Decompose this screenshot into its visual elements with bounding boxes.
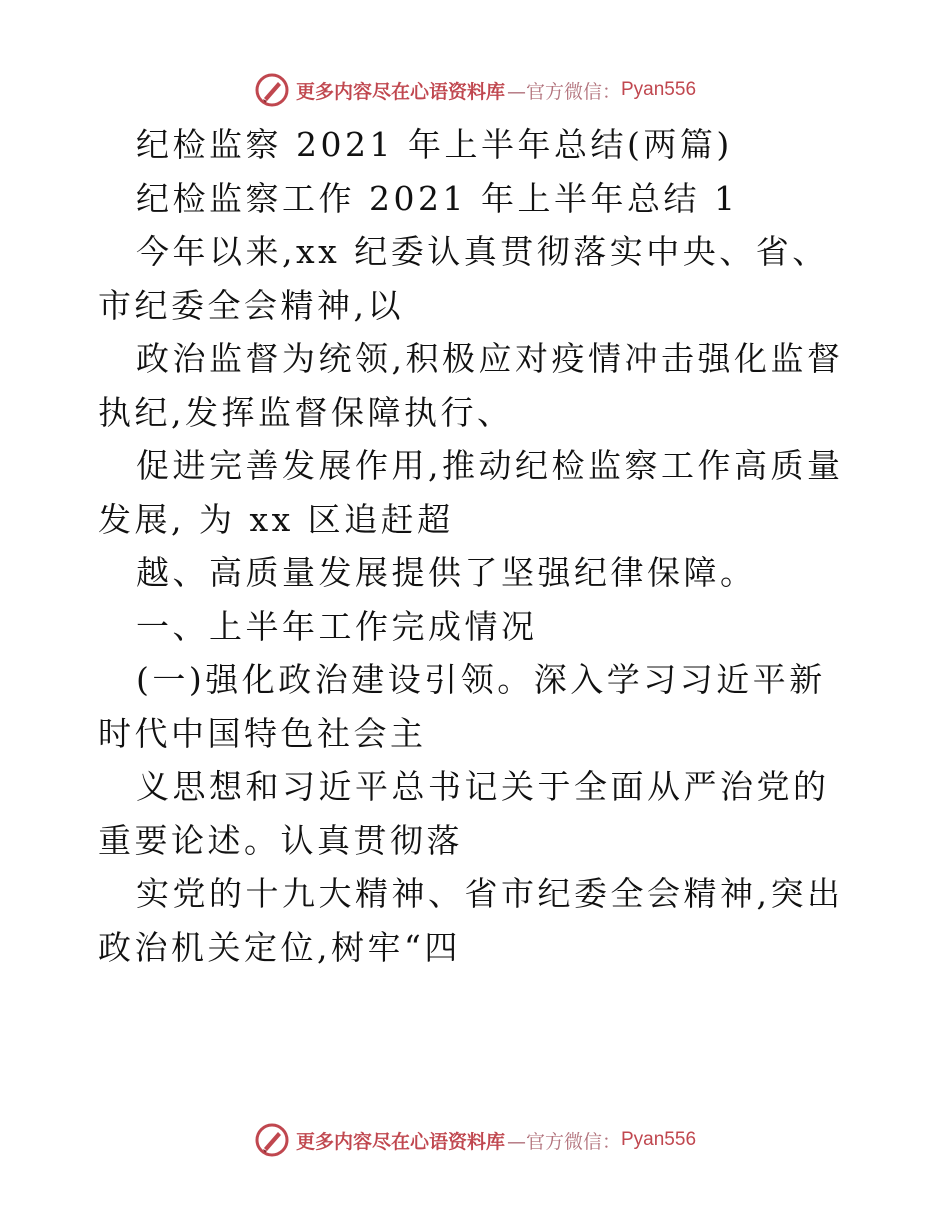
paragraph: 促进完善发展作用,推动纪检监察工作高质量发展, 为 xx 区追赶超 <box>98 446 844 539</box>
pen-circle-logo-icon <box>254 1122 290 1158</box>
banner-dash-text: —官方微信： <box>506 80 621 103</box>
paragraph: 政治监督为统领,积极应对疫情冲击强化监督执纪,发挥监督保障执行、 <box>98 339 844 432</box>
paragraph: 实党的十九大精神、省市纪委全会精神,突出政治机关定位,树牢“四 <box>98 874 844 967</box>
banner-wechat-id: Pyan556 <box>621 79 697 100</box>
paragraph: (一)强化政治建设引领。深入学习习近平新时代中国特色社会主 <box>98 660 826 753</box>
pen-circle-logo-icon <box>254 72 290 108</box>
paragraph: 今年以来,xx 纪委认真贯彻落实中央、省、市纪委全会精神,以 <box>98 232 829 325</box>
document-body <box>98 118 858 974</box>
banner-wechat-id: Pyan556 <box>621 1129 697 1150</box>
header-banner <box>0 70 950 110</box>
document-subtitle: 纪检监察工作 2021 年上半年总结 1 <box>136 178 739 218</box>
footer-banner <box>0 1120 950 1160</box>
banner-dash-text: —官方微信： <box>506 1130 621 1153</box>
paragraph: 越、高质量发展提供了坚强纪律保障。 <box>136 553 757 592</box>
section-heading: 一、上半年工作完成情况 <box>136 606 538 646</box>
banner-main-text: 更多内容尽在心语资料库 <box>295 80 505 103</box>
document-title: 纪检监察 2021 年上半年总结(两篇) <box>136 125 733 164</box>
banner-main-text: 更多内容尽在心语资料库 <box>295 1130 505 1153</box>
paragraph: 义思想和习近平总书记关于全面从严治党的重要论述。认真贯彻落 <box>98 767 830 860</box>
